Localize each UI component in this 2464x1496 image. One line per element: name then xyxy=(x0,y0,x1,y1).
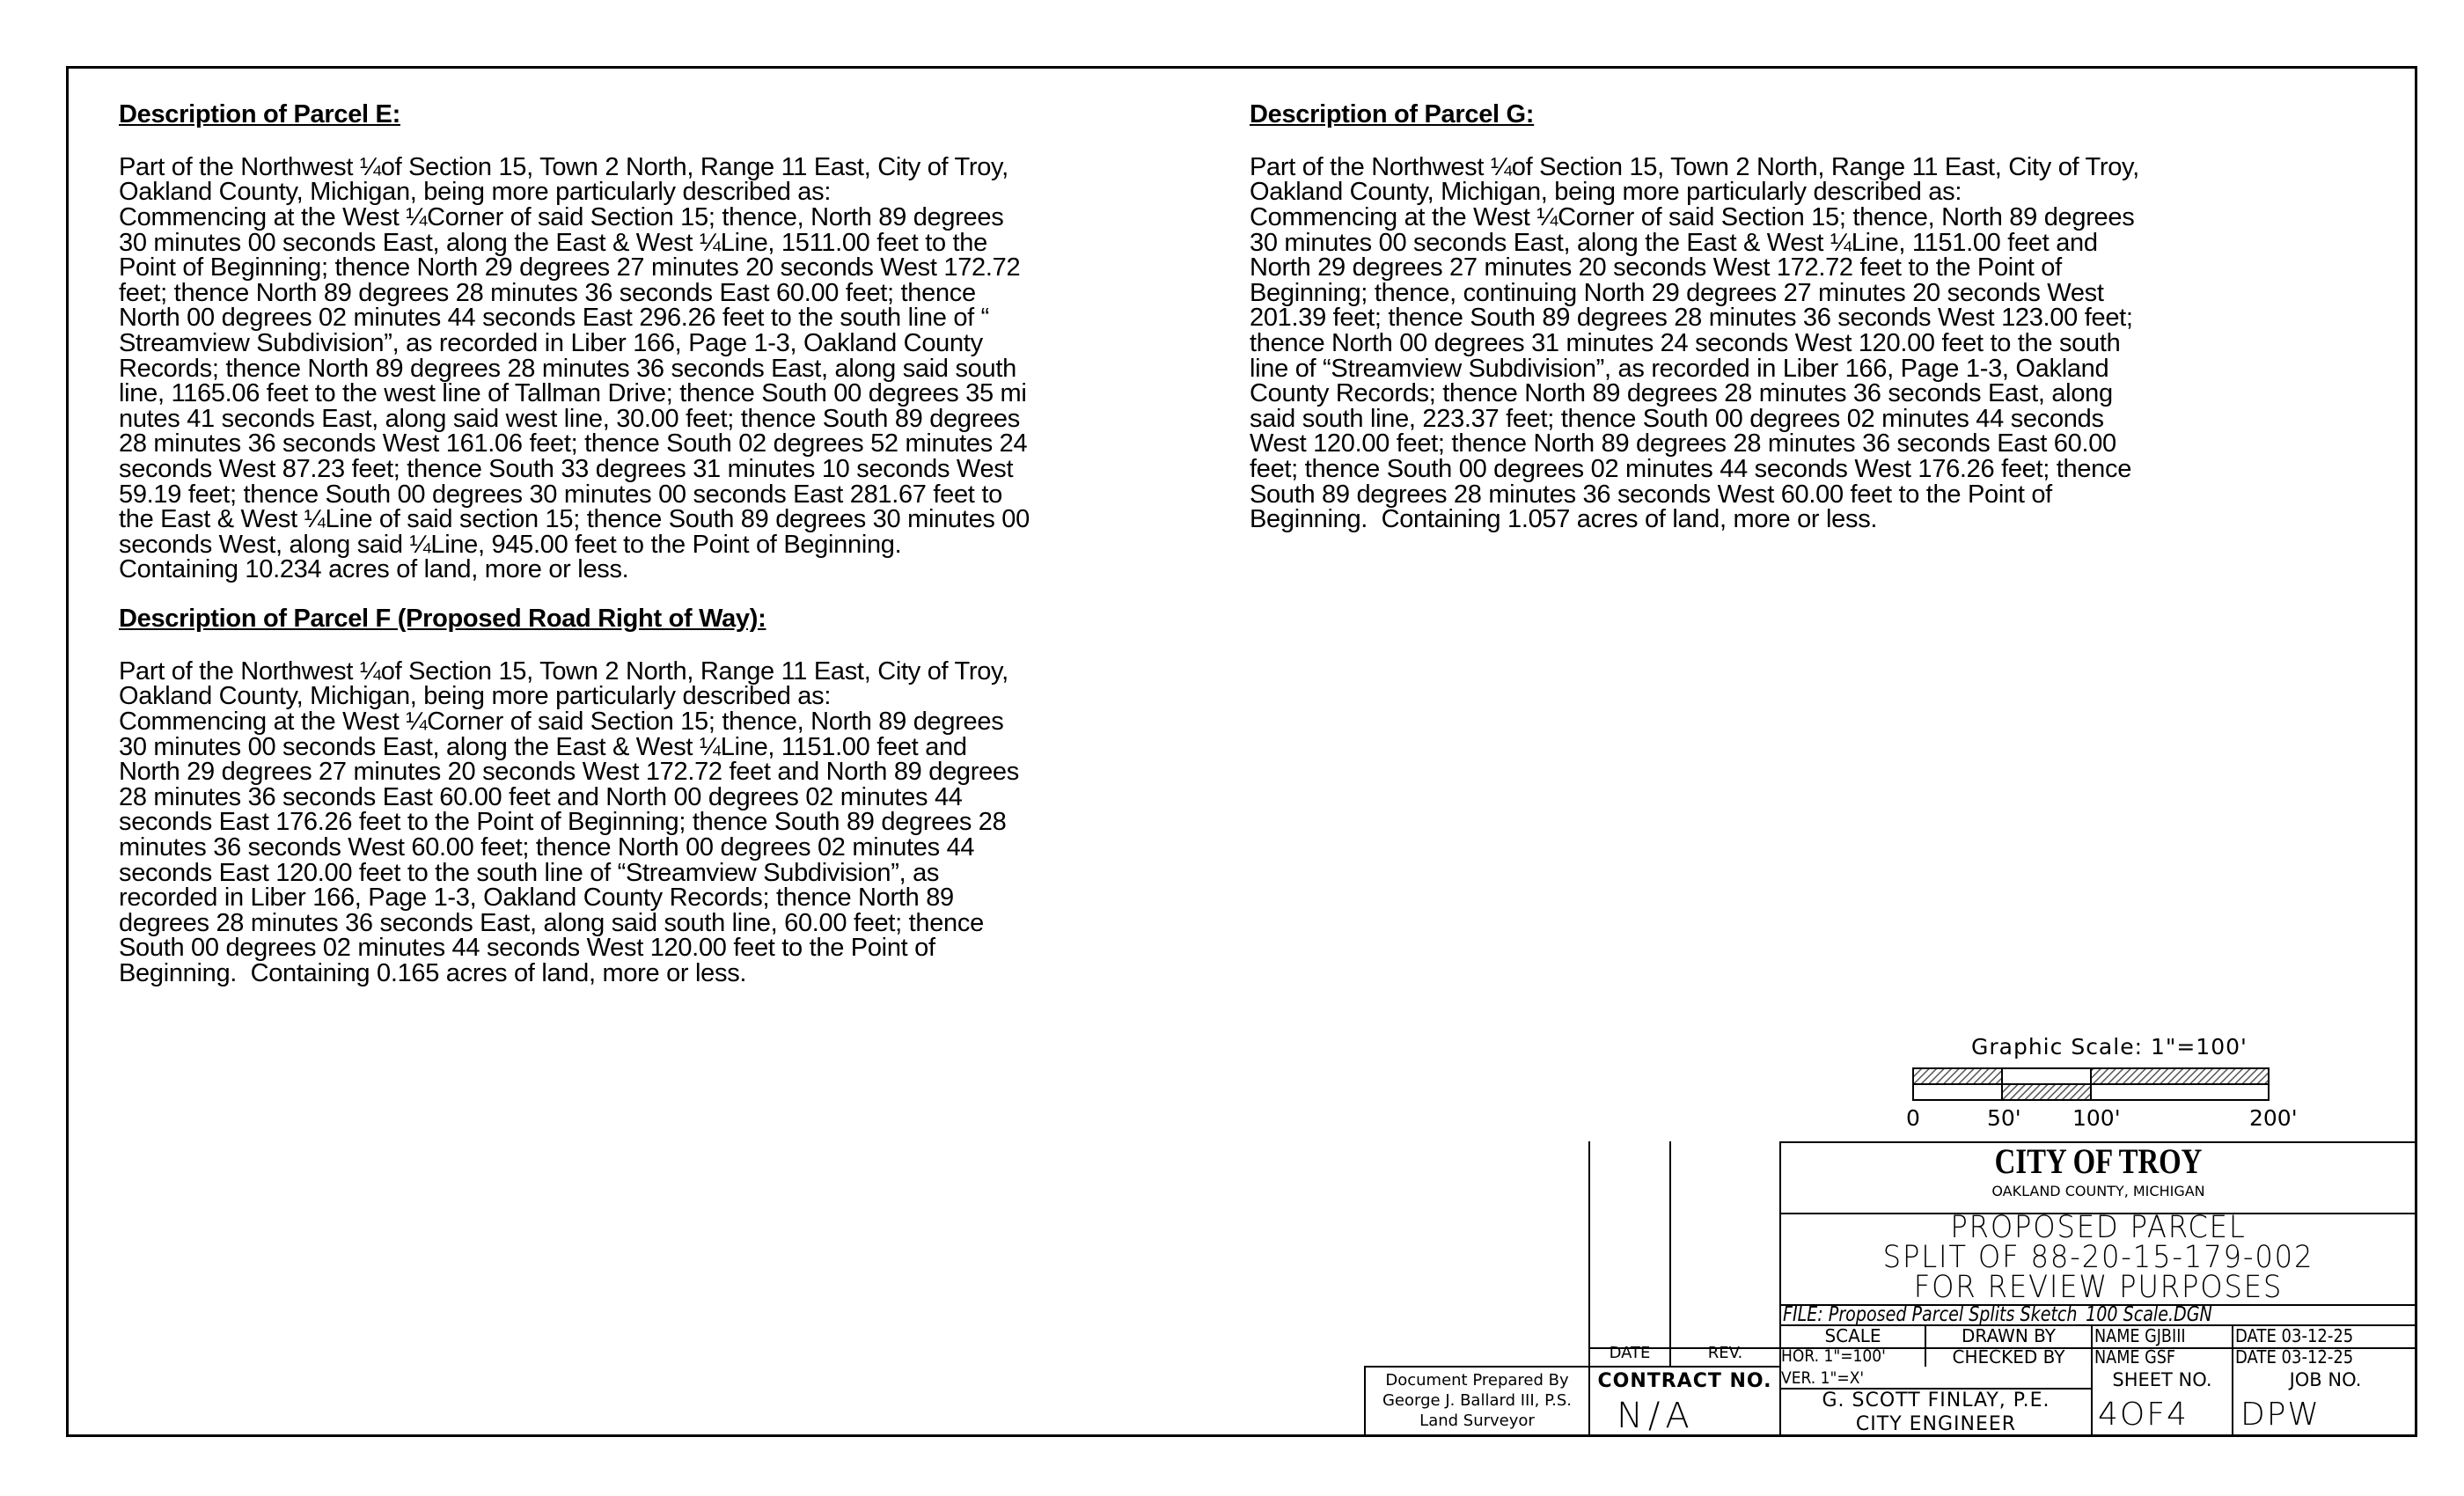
graphic-scale-title: Graphic Scale: 1"=100' xyxy=(1971,1034,2248,1060)
scale-label-100: 100' xyxy=(2072,1105,2121,1131)
parcel-e-body xyxy=(119,152,1210,584)
job-no-label: JOB NO. xyxy=(2289,1369,2362,1390)
drawing-title-line-2: SPLIT OF 88-20-15-179-002 xyxy=(1882,1240,2314,1275)
parcel-g-body xyxy=(1250,152,2341,534)
text-line: 59.19 feet; thence South 00 degrees 30 minutes 00 seconds East 281.67 feet to xyxy=(119,480,1002,509)
text-line: Containing 10.234 acres of land, more or less. xyxy=(119,555,629,584)
text-line: feet; thence South 00 degrees 02 minutes 44 seconds West 176.26 feet; thence xyxy=(1250,454,2132,483)
text-line: 28 minutes 36 seconds West 161.06 feet; thence South 02 degrees 52 minutes 24 xyxy=(119,429,1028,458)
text-line: 28 minutes 36 seconds East 60.00 feet and North 00 degrees 02 minutes 44 xyxy=(119,782,963,811)
text-line: County Records; thence North 89 degrees 28 minutes 36 seconds East, along xyxy=(1250,379,2113,408)
text-line: feet; thence North 89 degrees 28 minutes 36 seconds East 60.00 feet; thence xyxy=(119,278,976,307)
parcel-f-body xyxy=(119,656,1210,987)
horizontal-scale: HOR. 1"=100' xyxy=(1781,1346,1886,1366)
checked-by-label: CHECKED BY xyxy=(1952,1346,2065,1368)
text-line: North 29 degrees 27 minutes 20 seconds West 172.72 feet to the Point of xyxy=(1250,253,2062,282)
text-line: seconds West, along said ¼Line, 945.00 feet to the Point of Beginning. xyxy=(119,530,902,559)
divider xyxy=(1669,1141,1671,1366)
text-line: Beginning. Containing 0.165 acres of land, more or less. xyxy=(119,958,747,987)
text-line: Part of the Northwest ¼of Section 15, Town 2 North, Range 11 East, City of Troy, xyxy=(119,656,1008,686)
text-line: Oakland County, Michigan, being more particularly described as: xyxy=(1250,178,1962,207)
text-line: Commencing at the West ¼Corner of said Section 15; thence, North 89 degrees xyxy=(119,707,1004,736)
checked-by-name: NAME GSF xyxy=(2094,1346,2176,1368)
parcel-g-description xyxy=(1250,99,2341,532)
scale-label-0: 0 xyxy=(1906,1105,1920,1131)
text-line: Oakland County, Michigan, being more particularly described as: xyxy=(119,682,832,711)
county-name: OAKLAND COUNTY, MICHIGAN xyxy=(1991,1183,2205,1199)
text-line: South 89 degrees 28 minutes 36 seconds West 60.00 feet to the Point of xyxy=(1250,480,2052,509)
sheet-no-label: SHEET NO. xyxy=(2112,1369,2212,1390)
contract-number-value: N/A xyxy=(1617,1396,1695,1436)
prepared-by-line-2: George J. Ballard III, P.S. xyxy=(1382,1391,1573,1410)
drawn-by-label: DRAWN BY xyxy=(1961,1325,2056,1346)
text-line: the East & West ¼Line of said section 15; thence South 89 degrees 30 minutes 00 xyxy=(119,505,1030,534)
text-line: 201.39 feet; thence South 89 degrees 28 minutes 36 seconds West 123.00 feet; xyxy=(1250,304,2133,333)
scale-label-50: 50' xyxy=(1987,1105,2021,1131)
text-line: seconds East 120.00 feet to the south line of “Streamview Subdivision”, as xyxy=(119,858,940,887)
text-line: Beginning. Containing 1.057 acres of land, more or less. xyxy=(1250,505,1878,534)
text-line: Streamview Subdivision”, as recorded in Liber 166, Page 1-3, Oakland County xyxy=(119,328,983,357)
text-line: Point of Beginning; thence North 29 degrees 27 minutes 20 seconds West 172.72 xyxy=(119,253,1021,282)
scale-label-200: 200' xyxy=(2249,1105,2298,1131)
text-line: seconds West 87.23 feet; thence South 33 degrees 31 minutes 10 seconds West xyxy=(119,454,1014,483)
text-line: Part of the Northwest ¼of Section 15, Town 2 North, Range 11 East, City of Troy, xyxy=(119,152,1008,181)
text-line: line, 1165.06 feet to the west line of Tallman Drive; thence South 00 degrees 35 mi xyxy=(119,379,1027,408)
text-line: line of “Streamview Subdivision”, as recorded in Liber 166, Page 1-3, Oakland xyxy=(1250,354,2109,383)
engineer-title: CITY ENGINEER xyxy=(1855,1413,2017,1435)
parcel-g-heading: Description of Parcel G: xyxy=(1250,100,1535,128)
parcel-e-description xyxy=(119,99,1210,583)
text-line: 30 minutes 00 seconds East, along the East & West ¼Line, 1511.00 feet to the xyxy=(119,228,987,257)
text-line: thence North 00 degrees 31 minutes 24 seconds West 120.00 feet to the south xyxy=(1250,328,2121,357)
engineer-name: G. SCOTT FINLAY, P.E. xyxy=(1822,1390,2050,1412)
text-line: said south line, 223.37 feet; thence South 00 degrees 02 minutes 44 seconds xyxy=(1250,404,2104,433)
drawn-date: DATE 03-12-25 xyxy=(2235,1325,2354,1346)
drawing-title-line-1: PROPOSED PARCEL xyxy=(1950,1210,2247,1245)
sheet-number: 4OF4 xyxy=(2098,1397,2189,1433)
text-line: Commencing at the West ¼Corner of said Section 15; thence, North 89 degrees xyxy=(1250,202,2135,231)
drawing-title-line-3: FOR REVIEW PURPOSES xyxy=(1913,1270,2284,1305)
text-line: 30 minutes 00 seconds East, along the East & West ¼Line, 1151.00 feet and xyxy=(119,732,967,761)
divider xyxy=(1364,1366,1779,1368)
text-line: minutes 36 seconds West 60.00 feet; thence North 00 degrees 02 minutes 44 xyxy=(119,832,975,862)
prepared-by-line-3: Land Surveyor xyxy=(1419,1412,1535,1430)
job-number: DPW xyxy=(2240,1397,2321,1433)
text-line: Commencing at the West ¼Corner of said Section 15; thence, North 89 degrees xyxy=(119,202,1004,231)
text-line: 30 minutes 00 seconds East, along the East & West ¼Line, 1151.00 feet and xyxy=(1250,228,2098,257)
text-line: Part of the Northwest ¼of Section 15, Town 2 North, Range 11 East, City of Troy, xyxy=(1250,152,2139,181)
file-name: FILE: Proposed Parcel Splits Sketch_100 Scale.DGN xyxy=(1783,1303,2212,1326)
parcel-e-heading: Description of Parcel E: xyxy=(119,100,400,128)
parcel-f-description xyxy=(119,604,1210,986)
text-line: recorded in Liber 166, Page 1-3, Oakland County Records; thence North 89 xyxy=(119,884,954,913)
text-line: North 29 degrees 27 minutes 20 seconds West 172.72 feet and North 89 degrees xyxy=(119,758,1019,787)
text-line: South 00 degrees 02 minutes 44 seconds West 120.00 feet to the Point of xyxy=(119,934,935,963)
text-line: Oakland County, Michigan, being more particularly described as: xyxy=(119,178,832,207)
text-line: Beginning; thence, continuing North 29 degrees 27 minutes 20 seconds West xyxy=(1250,278,2104,307)
city-name: CITY OF TROY xyxy=(1994,1141,2203,1181)
checked-date: DATE 03-12-25 xyxy=(2235,1346,2354,1368)
parcel-f-heading: Description of Parcel F (Proposed Road Right of Way): xyxy=(119,605,766,633)
rev-column-label: REV. xyxy=(1707,1344,1743,1362)
divider xyxy=(1588,1141,1590,1437)
vertical-scale: VER. 1"=X' xyxy=(1781,1368,1865,1388)
text-line: West 120.00 feet; thence North 89 degrees 28 minutes 36 seconds East 60.00 xyxy=(1250,429,2116,458)
text-line: seconds East 176.26 feet to the Point of Beginning; thence South 89 degrees 28 xyxy=(119,808,1007,837)
text-line: degrees 28 minutes 36 seconds East, along said south line, 60.00 feet; thence xyxy=(119,908,984,937)
scale-label: SCALE xyxy=(1824,1325,1881,1346)
prepared-by-line-1: Document Prepared By xyxy=(1385,1371,1569,1390)
drawn-by-name: NAME GJBIII xyxy=(2094,1325,2186,1346)
contract-number-label: CONTRACT NO. xyxy=(1597,1370,1772,1392)
scale-bar xyxy=(1910,1065,2279,1109)
text-line: North 00 degrees 02 minutes 44 seconds East 296.26 feet to the south line of “ xyxy=(119,304,990,333)
date-column-label: DATE xyxy=(1609,1344,1651,1362)
text-line: Records; thence North 89 degrees 28 minutes 36 seconds East, along said south xyxy=(119,354,1016,383)
text-line: nutes 41 seconds East, along said west line, 30.00 feet; thence South 89 degrees xyxy=(119,404,1020,433)
